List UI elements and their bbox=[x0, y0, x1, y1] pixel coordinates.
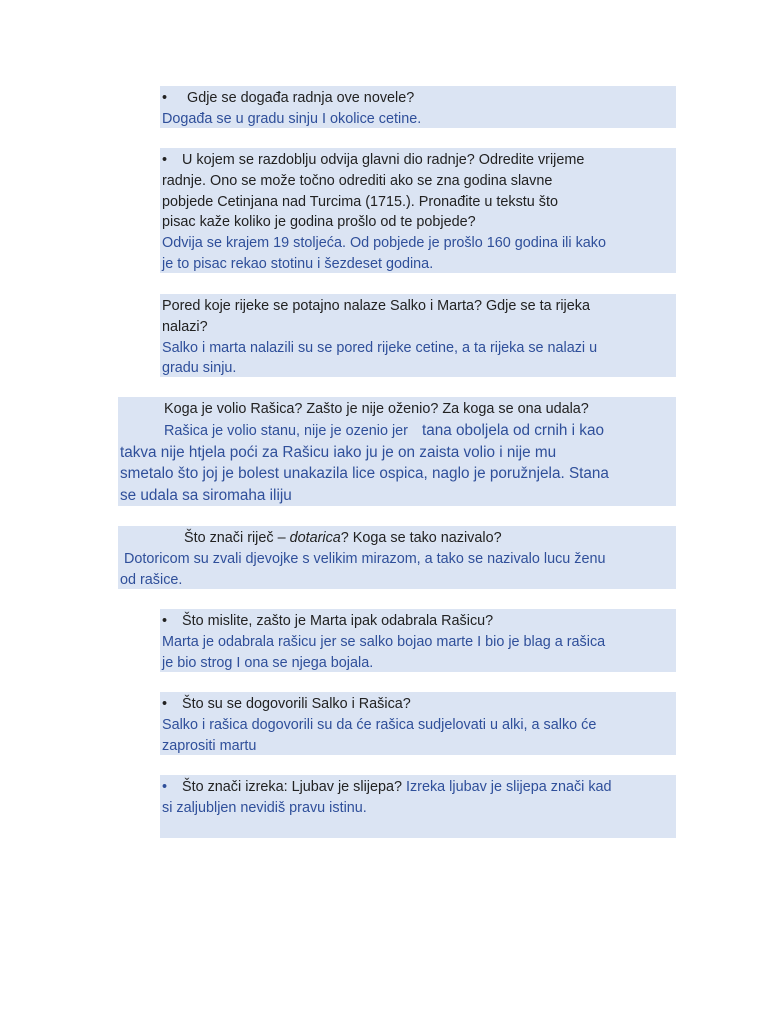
answer-line: gradu sinju. bbox=[162, 360, 237, 377]
qa-block-7 bbox=[160, 692, 676, 755]
answer-line: Dotoricom su zvali djevojke s velikim mirazom, a tako se nazivalo lucu ženu bbox=[124, 550, 606, 567]
qa-block-2 bbox=[160, 148, 676, 273]
question-line: Pored koje rijeke se potajno nalaze Salko i Marta? Gdje se ta rijeka bbox=[162, 298, 590, 314]
qa-block-3 bbox=[160, 294, 676, 377]
question-text: Što znači izreka: Ljubav je slijepa? bbox=[182, 779, 402, 795]
answer-line: tana oboljela od crnih i kao bbox=[421, 421, 604, 439]
bullet-icon: • bbox=[162, 613, 168, 629]
question-line: U kojem se razdoblju odvija glavni dio radnje? Odredite vrijeme bbox=[182, 152, 585, 168]
answer-line: Marta je odabrala rašicu jer se salko bojao marte I bio je blag a rašica bbox=[162, 633, 606, 650]
answer-line: Odvija se krajem 19 stoljeća. Od pobjede je prošlo 160 godina ili kako bbox=[162, 235, 606, 252]
bullet-icon: • bbox=[162, 779, 168, 795]
answer-line: smetalo što joj je bolest unakazila lice ospica, naglo je poružnjela. Stana bbox=[120, 465, 609, 483]
answer-line: Salko i rašica dogovorili su da će rašica sudjelovati u alki, a salko će bbox=[162, 716, 597, 733]
question-text: ? Koga se tako nazivalo? bbox=[340, 530, 502, 546]
answer-text: Izreka ljubav je slijepa znači kad bbox=[405, 779, 612, 795]
answer-line: Rašica je volio stanu, nije je ozenio jer bbox=[164, 422, 408, 439]
answer-line: si zaljubljen nevidiš pravu istinu. bbox=[162, 799, 367, 816]
qa-block-6 bbox=[160, 609, 676, 672]
question-text: Gdje se događa radnja ove novele? bbox=[187, 90, 415, 106]
question-text: Što znači riječ – bbox=[184, 530, 290, 546]
qa-block-1 bbox=[160, 86, 676, 128]
answer-line: se udala sa siromaha iliju bbox=[120, 486, 292, 504]
qa-block-4 bbox=[118, 397, 676, 506]
bullet-icon: • bbox=[162, 152, 168, 168]
bullet-icon: • bbox=[162, 90, 168, 106]
bullet-icon: • bbox=[162, 696, 168, 712]
question-text: Što mislite, zašto je Marta ipak odabrala Rašicu? bbox=[182, 613, 494, 629]
answer-line: zaprositi martu bbox=[162, 737, 257, 754]
qa-block-5 bbox=[118, 526, 676, 589]
answer-line: je to pisac rekao stotinu i šezdeset godina. bbox=[162, 255, 434, 272]
answer-line: od rašice. bbox=[120, 571, 183, 588]
question-line: pisac kaže koliko je godina prošlo od te pobjede? bbox=[162, 214, 476, 231]
question-emphasis: dotarica bbox=[289, 530, 341, 546]
question-line: pobjede Cetinjana nad Turcima (1715.). Pronađite u tekstu što bbox=[162, 193, 558, 210]
answer-text: Događa se u gradu sinju I okolice cetine. bbox=[162, 110, 422, 127]
answer-line: Salko i marta nalazili su se pored rijeke cetine, a ta rijeka se nalazi u bbox=[162, 339, 598, 356]
answer-line: je bio strog I ona se njega bojala. bbox=[162, 654, 374, 671]
question-line: radnje. Ono se može točno odrediti ako se zna godina slavne bbox=[162, 172, 553, 189]
answer-line: takva nije htjela poći za Rašicu iako ju je on zaista volio i nije mu bbox=[120, 443, 557, 461]
question-text: Što su se dogovorili Salko i Rašica? bbox=[182, 696, 411, 712]
qa-block-8 bbox=[160, 775, 676, 838]
question-text: Koga je volio Rašica? Zašto je nije oženio? Za koga se ona udala? bbox=[164, 401, 589, 417]
question-line: nalazi? bbox=[162, 318, 208, 335]
